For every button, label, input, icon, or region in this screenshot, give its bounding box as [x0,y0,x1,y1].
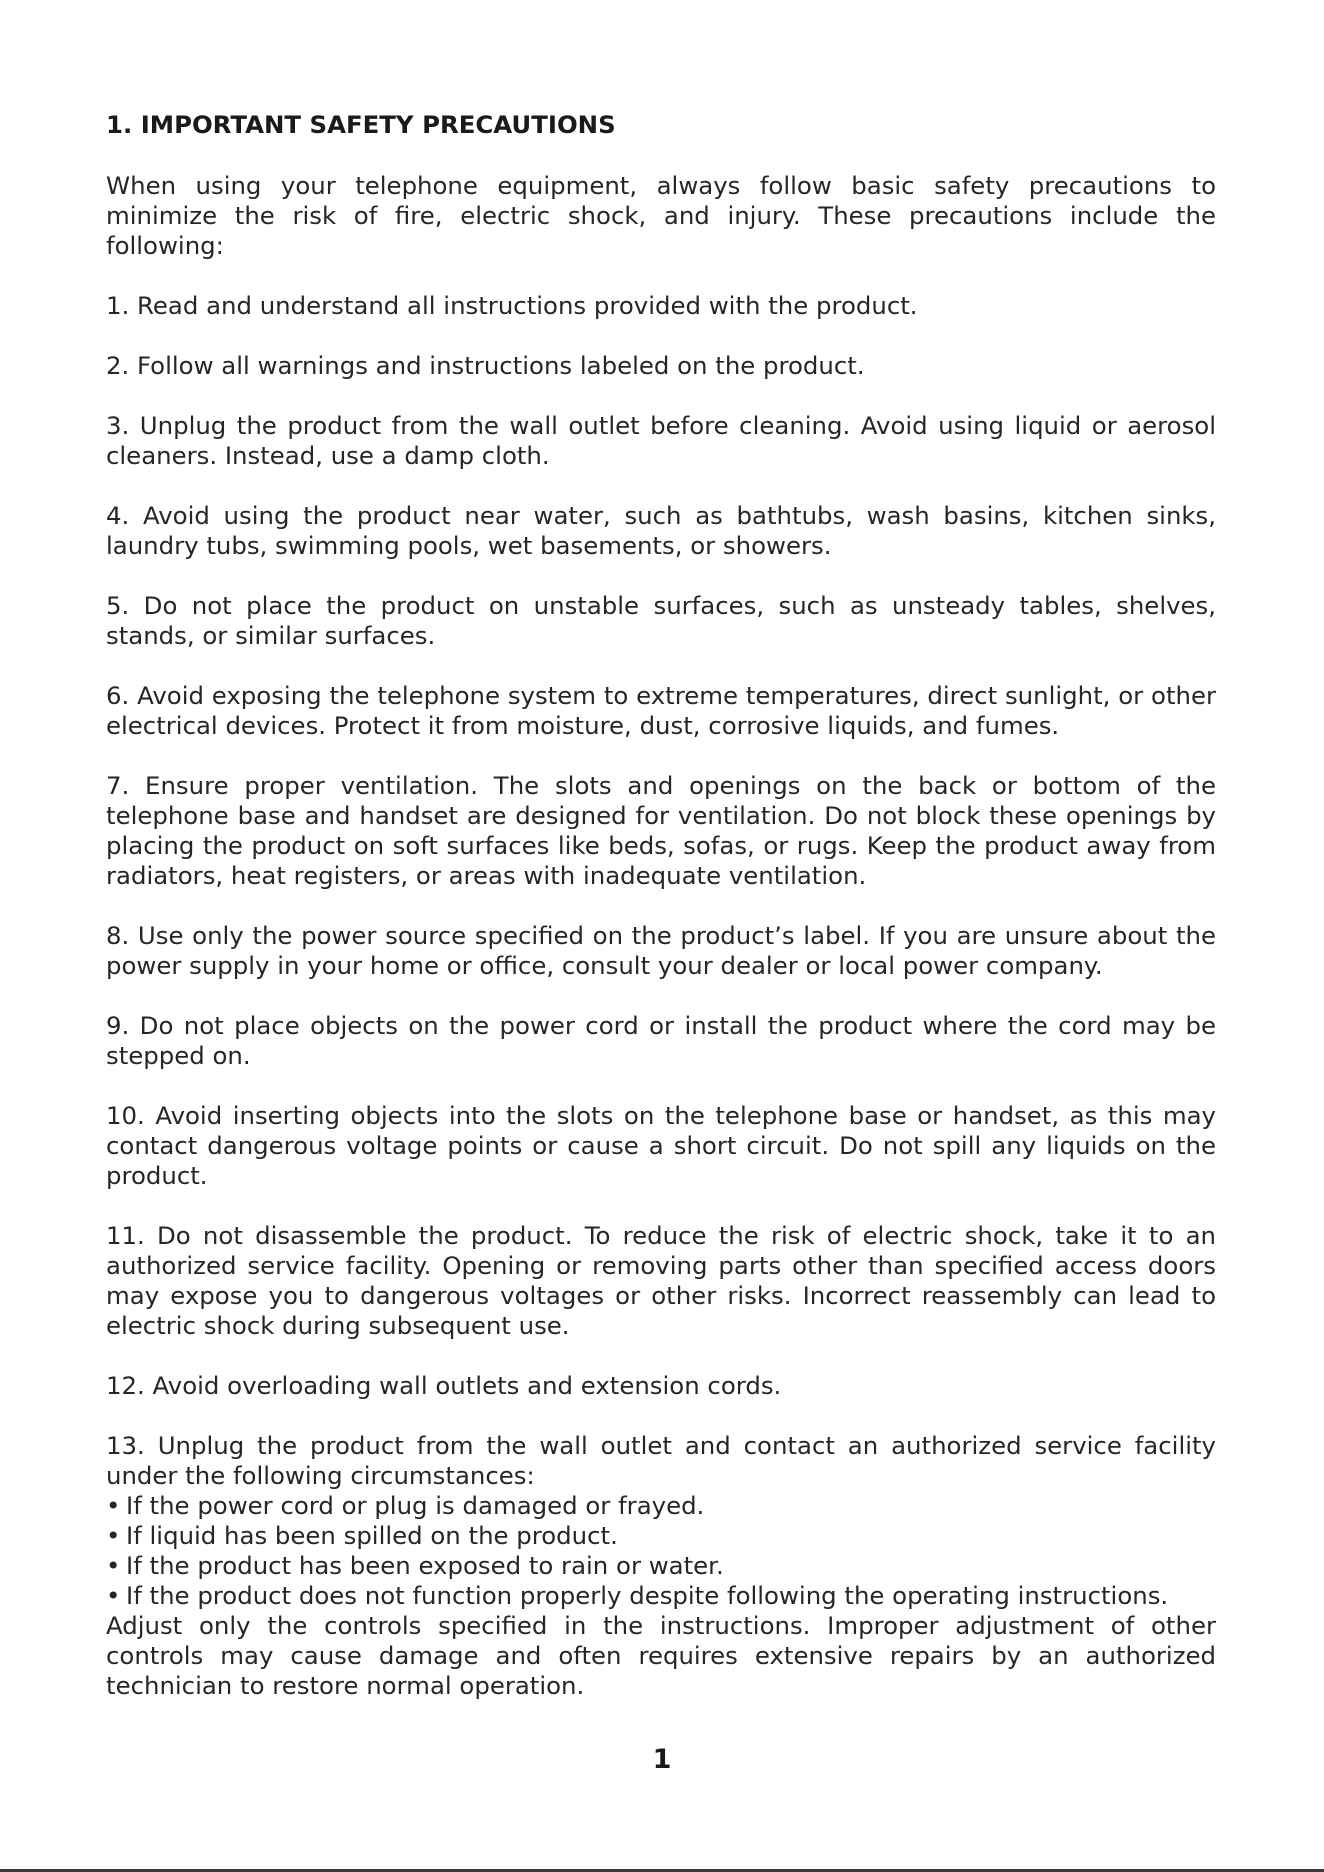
precaution-item-8: 8. Use only the power source specified on the product’s label. If you are unsure about the power supply in your home or office, consult your dealer or local power company. [106,921,1216,980]
precaution-item-2: 2. Follow all warnings and instructions labeled on the product. [106,351,865,380]
service-condition-item: • If the product does not function properly despite following the operating instructions. [106,1581,1216,1611]
precaution-item-13-lead: 13. Unplug the product from the wall outlet and contact an authorized service facility under the following circumstances: [106,1431,1216,1490]
section-heading: 1. IMPORTANT SAFETY PRECAUTIONS [106,110,616,139]
precaution-item-13 [106,1431,1216,1701]
precaution-item-7: 7. Ensure proper ventilation. The slots and openings on the back or bottom of the telephone base and handset are designed for ventilation. Do not block these openings by placing the product on soft surfaces like beds, sofas, or rugs. Keep the product away from radiators, heat registers, or areas with inadequate ventilation. [106,771,1216,890]
precaution-item-5: 5. Do not place the product on unstable surfaces, such as unsteady tables, shelves, stands, or similar surfaces. [106,591,1216,650]
intro-paragraph: When using your telephone equipment, always follow basic safety precautions to minimize the risk of fire, electric shock, and injury. These precautions include the following: [106,171,1216,260]
service-condition-item: • If the power cord or plug is damaged or frayed. [106,1491,1216,1521]
service-condition-item: • If liquid has been spilled on the product. [106,1521,1216,1551]
service-condition-item: • If the product has been exposed to rain or water. [106,1551,1216,1581]
precaution-item-4: 4. Avoid using the product near water, such as bathtubs, wash basins, kitchen sinks, laundry tubs, swimming pools, wet basements, or showers. [106,501,1216,560]
page-number: 1 [652,1744,672,1775]
service-conditions-list [106,1491,1216,1611]
adjustment-note: Adjust only the controls specified in the instructions. Improper adjustment of other controls may cause damage and often requires extensive repairs by an authorized technician to restore normal operation. [106,1611,1216,1700]
precaution-item-10: 10. Avoid inserting objects into the slots on the telephone base or handset, as this may contact dangerous voltage points or cause a short circuit. Do not spill any liquids on the product. [106,1101,1216,1190]
precaution-item-6: 6. Avoid exposing the telephone system to extreme temperatures, direct sunlight, or other electrical devices. Protect it from moisture, dust, corrosive liquids, and fumes. [106,681,1216,740]
precaution-item-11: 11. Do not disassemble the product. To reduce the risk of electric shock, take it to an authorized service facility. Opening or removing parts other than specified access doors may expose you to dangerous voltages or other risks. Incorrect reassembly can lead to electric shock during subsequent use. [106,1221,1216,1340]
precaution-item-1: 1. Read and understand all instructions provided with the product. [106,291,918,320]
manual-page-body [106,108,1216,1701]
precaution-item-9: 9. Do not place objects on the power cord or install the product where the cord may be stepped on. [106,1011,1216,1070]
precaution-item-3: 3. Unplug the product from the wall outlet before cleaning. Avoid using liquid or aerosol cleaners. Instead, use a damp cloth. [106,411,1216,470]
precaution-item-12: 12. Avoid overloading wall outlets and extension cords. [106,1371,782,1400]
